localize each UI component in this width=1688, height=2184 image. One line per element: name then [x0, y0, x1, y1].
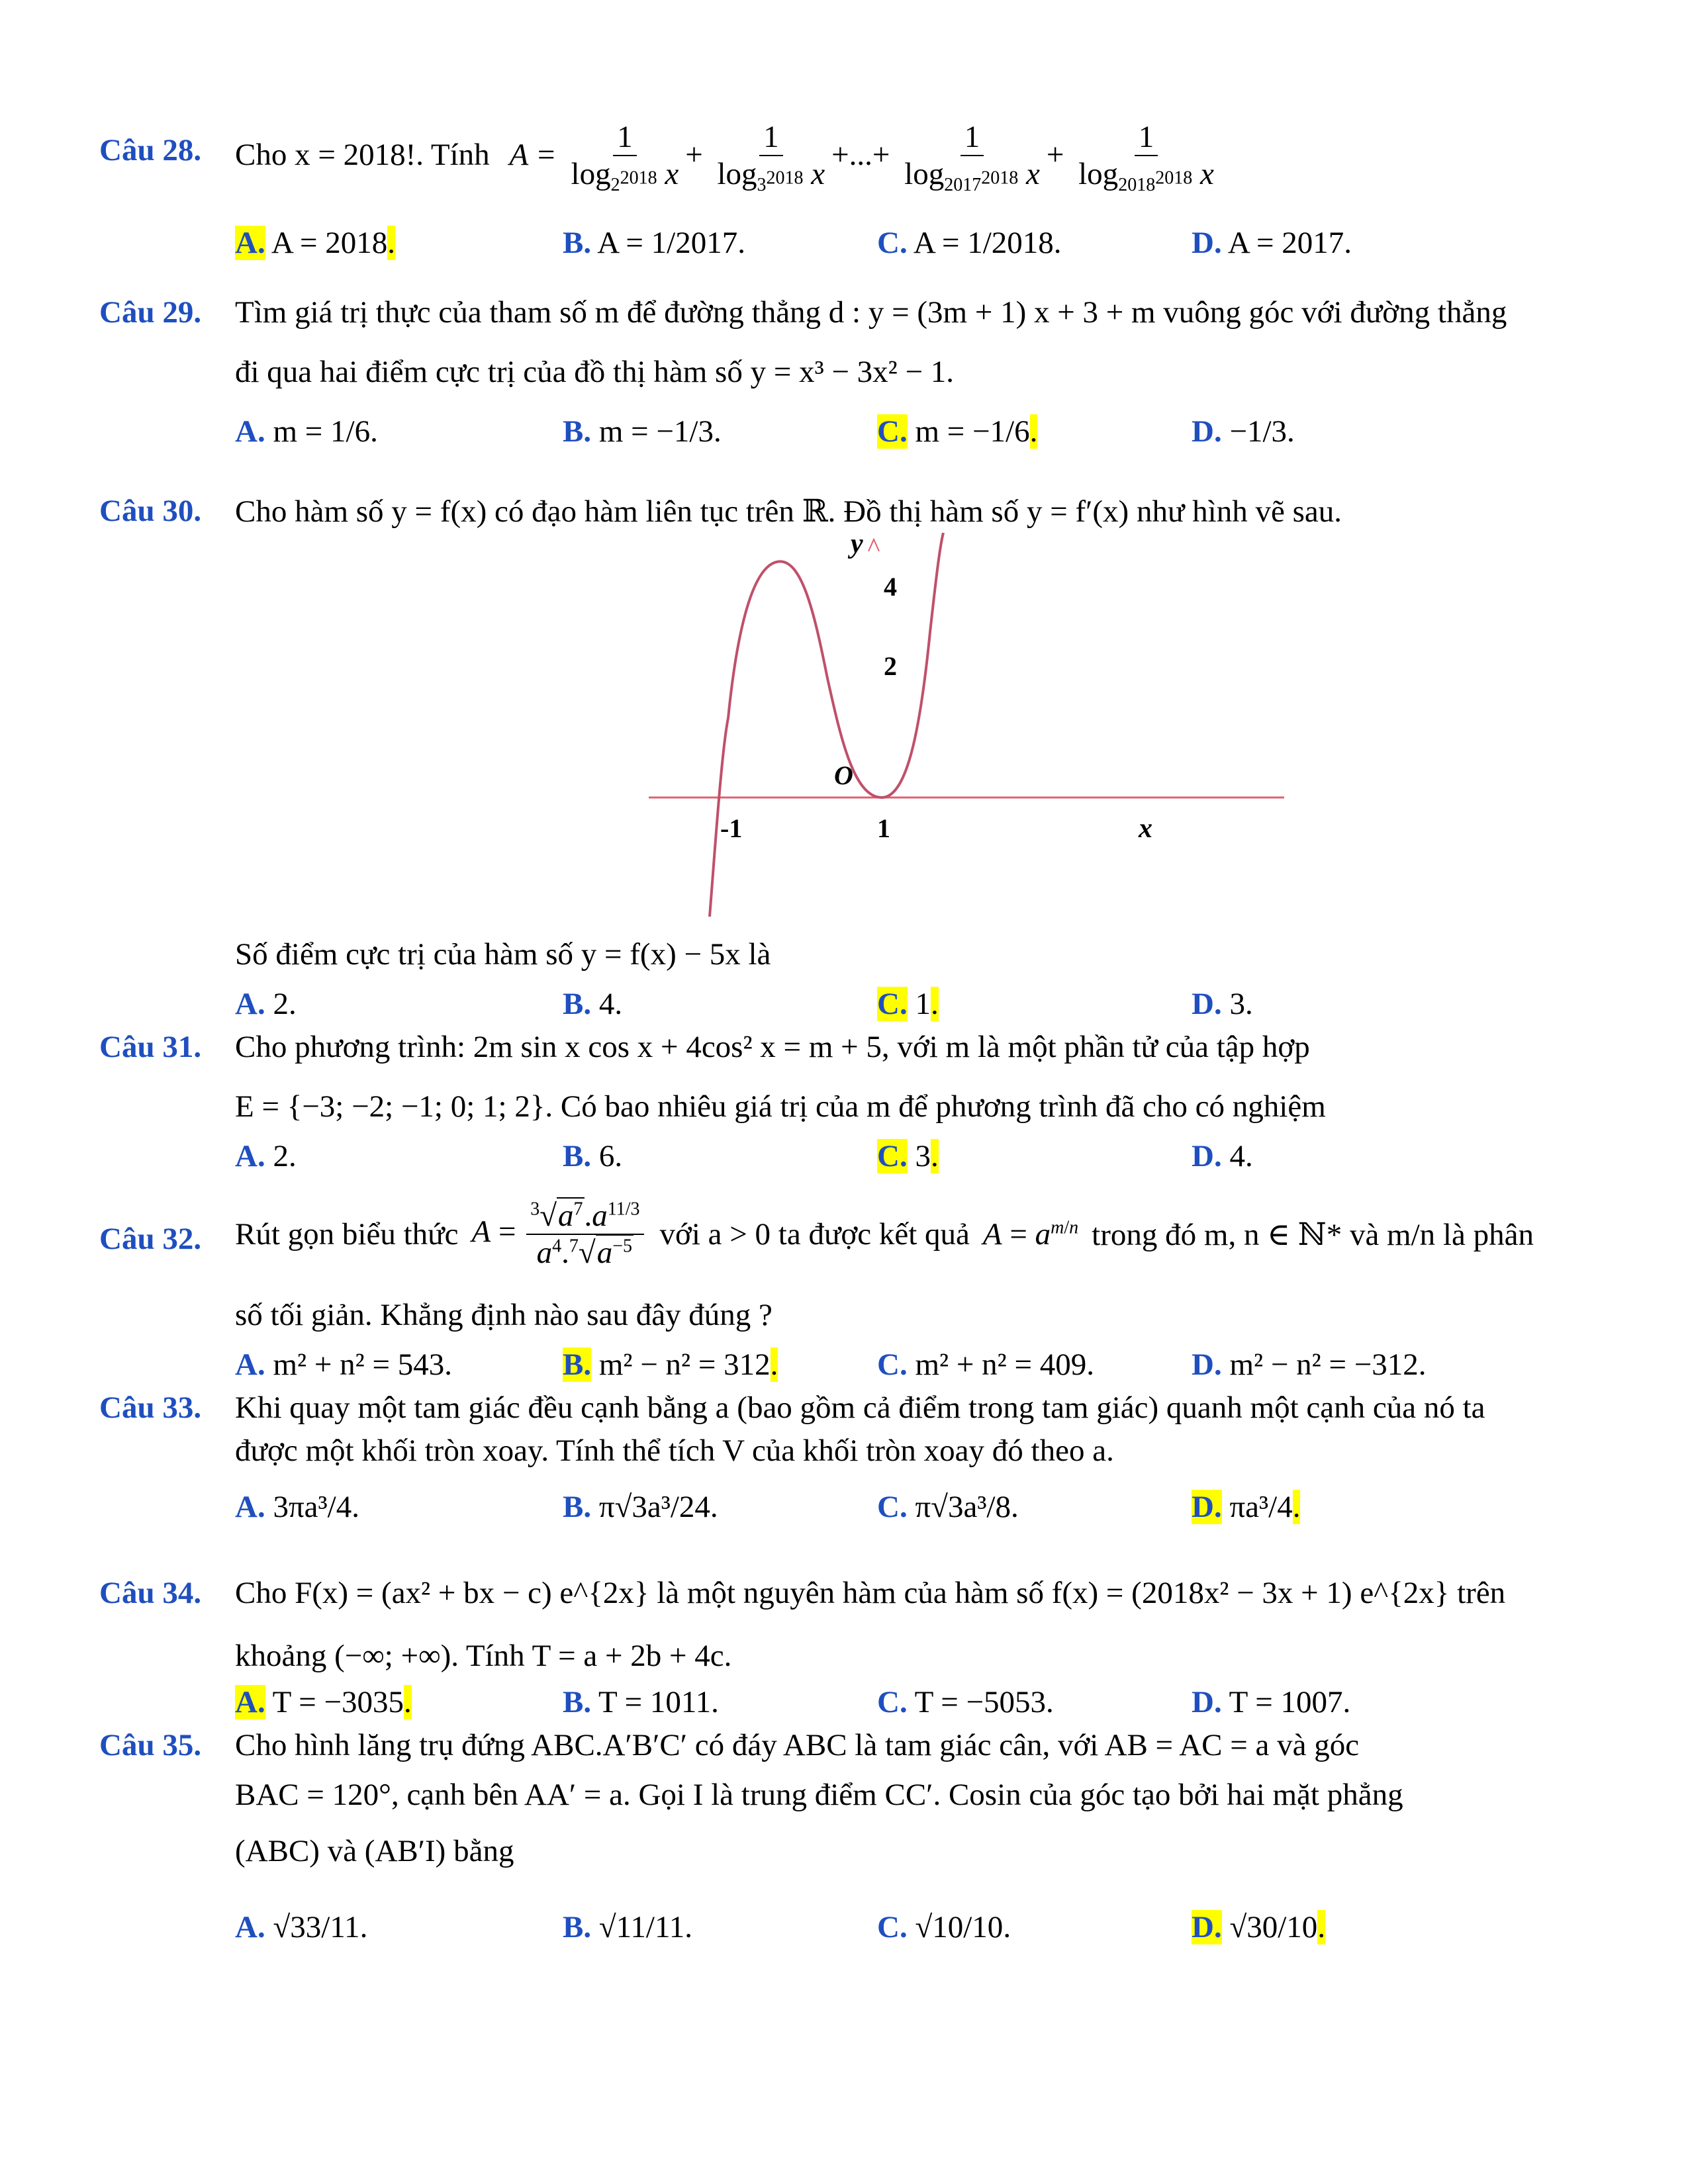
option-label: A.: [235, 414, 265, 449]
question-stem-line1: Cho hình lăng trụ đứng ABC.A′B′C′ có đáy ABC là tam giác cân, với AB = AC = a và góc: [235, 1728, 1360, 1762]
option-d[interactable]: D. 3.: [1192, 987, 1253, 1021]
option-label: C.: [877, 1910, 908, 1944]
option-label: A.: [235, 226, 265, 260]
option-label: D.: [1192, 414, 1222, 449]
option-label: C.: [877, 1347, 908, 1382]
option-b[interactable]: B. π√3a³/24.: [563, 1490, 718, 1524]
formula-lhs: A =: [509, 138, 557, 173]
x-tick-neg1: -1: [720, 813, 743, 843]
option-a[interactable]: A. √33/11.: [235, 1910, 368, 1944]
option-label: D.: [1192, 1685, 1222, 1719]
option-value: 4: [1229, 1139, 1245, 1173]
option-d[interactable]: D. √30/10.: [1192, 1910, 1326, 1944]
question-stem-2: Số điểm cực trị của hàm số y = f(x) − 5x là: [235, 937, 771, 972]
question-stem-line1: Khi quay một tam giác đều cạnh bằng a (bao gồm cả điểm trong tam giác) quanh một cạnh của nó ta: [235, 1390, 1485, 1425]
stem-text: Rút gọn biểu thức: [235, 1217, 459, 1251]
question-number: Câu 30.: [99, 494, 202, 528]
y-tick-4: 4: [884, 572, 897, 602]
option-d[interactable]: D. −1/3.: [1192, 414, 1295, 449]
option-c[interactable]: C. √10/10.: [877, 1910, 1011, 1944]
f-prime-curve: [710, 533, 943, 917]
option-value: 4: [598, 987, 615, 1021]
option-value: T = 1007: [1229, 1685, 1343, 1719]
question-stem-line1: Tìm giá trị thực của tham số m để đường thẳng d : y = (3m + 1) x + 3 + m vuông góc với đường thẳng: [235, 295, 1507, 330]
option-label: D.: [1192, 226, 1222, 260]
option-label: D.: [1192, 1490, 1222, 1524]
question-stem: Cho hàm số y = f(x) có đạo hàm liên tục trên ℝ. Đồ thị hàm số y = f′(x) như hình vẽ sau.: [235, 494, 1342, 529]
question-29: [99, 291, 1589, 477]
question-stem-line2: đi qua hai điểm cực trị của đồ thị hàm số y = x³ − 3x² − 1.: [235, 355, 955, 389]
x-axis-label: x: [1139, 813, 1152, 844]
option-value: A = 2017: [1227, 226, 1344, 260]
option-value: √11/11: [598, 1910, 685, 1944]
option-value: −1/3: [1229, 414, 1288, 449]
option-value: m² + n² = 409: [915, 1347, 1087, 1382]
option-c[interactable]: C. 3.: [877, 1139, 939, 1173]
option-a[interactable]: A. 2.: [235, 987, 297, 1021]
option-b[interactable]: B. m² − n² = 312.: [563, 1347, 778, 1382]
option-b[interactable]: B. A = 1/2017.: [563, 226, 745, 260]
question-stem-line1: Cho phương trình: 2m sin x cos x + 4cos² x = m + 5, với m là một phần tử của tập hợp: [235, 1030, 1310, 1064]
option-a[interactable]: A. 3πa³/4.: [235, 1490, 359, 1524]
y-tick-2: 2: [884, 651, 897, 681]
option-value: m = −1/6: [915, 414, 1030, 449]
option-label: C.: [877, 987, 908, 1021]
question-number: Câu 29.: [99, 295, 202, 330]
option-label: A.: [235, 987, 265, 1021]
question-32: [99, 1185, 1589, 1396]
option-value: A = 1/2018: [913, 226, 1054, 260]
option-a[interactable]: A. A = 2018.: [235, 226, 395, 260]
option-b[interactable]: B. √11/11.: [563, 1910, 692, 1944]
question-stem: [235, 1185, 1534, 1284]
option-value: m = 1/6: [273, 414, 371, 449]
option-value: m² − n² = 312: [598, 1347, 771, 1382]
option-d[interactable]: D. A = 2017.: [1192, 226, 1352, 260]
y-axis-arrow-icon: [868, 539, 879, 551]
formula-a: A = $\frac{^3√a^7.a^{11/3}}{a^4.^7√a^{-5}}$: [471, 1198, 646, 1271]
option-d[interactable]: D. πa³/4.: [1192, 1490, 1301, 1524]
option-a[interactable]: A. T = −3035.: [235, 1685, 412, 1719]
y-axis-label: y: [851, 533, 863, 559]
option-label: B.: [563, 226, 592, 260]
option-label: D.: [1192, 1347, 1222, 1382]
question-35: [99, 1727, 1589, 1979]
option-label: B.: [563, 414, 592, 449]
option-c[interactable]: C. A = 1/2018.: [877, 226, 1062, 260]
question-30: [99, 493, 1589, 1042]
stem-text: Cho x = 2018!. Tính: [235, 138, 490, 173]
question-28: [99, 119, 1589, 298]
option-value: m² − n² = −312: [1229, 1347, 1419, 1382]
option-c[interactable]: C. m = −1/6.: [877, 414, 1038, 449]
option-a[interactable]: A. m² + n² = 543.: [235, 1347, 452, 1382]
option-label: A.: [235, 1490, 265, 1524]
option-b[interactable]: B. m = −1/3.: [563, 414, 722, 449]
question-number: Câu 33.: [99, 1390, 202, 1425]
option-label: B.: [563, 1490, 592, 1524]
stem-mid: với a > 0 ta được kết quả: [659, 1217, 970, 1251]
option-label: A.: [235, 1910, 265, 1944]
option-a[interactable]: A. 2.: [235, 1139, 297, 1173]
option-label: C.: [877, 1139, 908, 1173]
option-label: A.: [235, 1347, 265, 1382]
option-value: T = −5053: [914, 1685, 1046, 1719]
option-value: T = −3035: [272, 1685, 404, 1719]
formula-result: $A = a^{m/n}$: [982, 1217, 1079, 1251]
question-34: [99, 1575, 1589, 1727]
question-stem-line2: khoảng (−∞; +∞). Tính T = a + 2b + 4c.: [235, 1639, 732, 1673]
derivative-graph: [649, 533, 1284, 930]
option-label: C.: [877, 1490, 908, 1524]
option-d[interactable]: D. T = 1007.: [1192, 1685, 1351, 1719]
option-value: √10/10: [915, 1910, 1004, 1944]
option-c[interactable]: C. π√3a³/8.: [877, 1490, 1019, 1524]
option-label: C.: [877, 414, 908, 449]
option-value: T = 1011: [598, 1685, 712, 1719]
option-value: m² + n² = 543: [273, 1347, 445, 1382]
question-31: [99, 1029, 1589, 1181]
option-value: 3πa³/4: [273, 1490, 352, 1524]
option-c[interactable]: C. T = −5053.: [877, 1685, 1054, 1719]
question-stem-line2: số tối giản. Khẳng định nào sau đây đúng ?: [235, 1298, 773, 1332]
option-value: 1: [915, 987, 931, 1021]
option-label: B.: [563, 1347, 592, 1382]
origin-label: O: [834, 760, 853, 790]
option-label: B.: [563, 1139, 592, 1173]
question-number: Câu 28.: [99, 133, 202, 167]
option-value: 6: [598, 1139, 615, 1173]
question-33: [99, 1390, 1589, 1562]
option-b[interactable]: B. 6.: [563, 1139, 623, 1173]
option-value: 3: [1229, 987, 1245, 1021]
option-value: π√3a³/24: [598, 1490, 710, 1524]
option-b[interactable]: B. 4.: [563, 987, 623, 1021]
question-number: Câu 34.: [99, 1576, 202, 1610]
formula-sum: A = $\frac{1}{\log_{2^{2018}} x}$ + $\frac{1}{\log_{3^{2018}} x}$ +...+ $\frac{1}{\log_{2017^{2018}} x}$ + $\frac{1}{\log_{2018^{2018}} x}$: [509, 120, 1214, 196]
option-value: 3: [915, 1139, 931, 1173]
option-label: B.: [563, 987, 592, 1021]
option-label: A.: [235, 1139, 265, 1173]
option-label: D.: [1192, 1139, 1222, 1173]
option-label: D.: [1192, 1910, 1222, 1944]
question-number: Câu 35.: [99, 1728, 202, 1762]
option-value: π√3a³/8: [915, 1490, 1011, 1524]
option-d[interactable]: D. 4.: [1192, 1139, 1253, 1173]
question-stem-line3: (ABC) và (AB′I) bằng: [235, 1834, 514, 1868]
option-value: 2: [273, 987, 289, 1021]
option-a[interactable]: A. m = 1/6.: [235, 414, 378, 449]
option-b[interactable]: B. T = 1011.: [563, 1685, 719, 1719]
question-stem-line2: được một khối tròn xoay. Tính thể tích V của khối tròn xoay đó theo a.: [235, 1433, 1114, 1468]
option-label: B.: [563, 1910, 592, 1944]
option-c[interactable]: C. 1.: [877, 987, 939, 1021]
option-c[interactable]: C. m² + n² = 409.: [877, 1347, 1094, 1382]
option-value: 2: [273, 1139, 289, 1173]
question-stem-line2: E = {−3; −2; −1; 0; 1; 2}. Có bao nhiêu giá trị của m để phương trình đã cho có nghiệm: [235, 1089, 1326, 1124]
option-value: √30/10: [1229, 1910, 1318, 1944]
question-stem-line2: BAC = 120°, cạnh bên AA′ = a. Gọi I là trung điểm CC′. Cosin của góc tạo bởi hai mặt phẳng: [235, 1778, 1403, 1812]
option-value: √33/11: [273, 1910, 360, 1944]
question-stem: [235, 119, 1221, 197]
option-label: B.: [563, 1685, 592, 1719]
option-value: πa³/4: [1229, 1490, 1293, 1524]
x-tick-1: 1: [877, 813, 890, 843]
option-label: C.: [877, 1685, 908, 1719]
option-value: A = 1/2017: [597, 226, 738, 260]
option-label: A.: [235, 1685, 265, 1719]
option-value: m = −1/3: [598, 414, 714, 449]
stem-end: trong đó m, n ∈ ℕ* và m/n là phân: [1092, 1217, 1534, 1252]
option-d[interactable]: D. m² − n² = −312.: [1192, 1347, 1427, 1382]
question-number: Câu 31.: [99, 1030, 202, 1064]
question-number: Câu 32.: [99, 1222, 202, 1256]
option-label: D.: [1192, 987, 1222, 1021]
option-value: A = 2018: [271, 226, 388, 260]
option-label: C.: [877, 226, 908, 260]
question-stem-line1: Cho F(x) = (ax² + bx − c) e^{2x} là một nguyên hàm của hàm số f(x) = (2018x² − 3x + 1) e^{2x} trên: [235, 1576, 1506, 1610]
